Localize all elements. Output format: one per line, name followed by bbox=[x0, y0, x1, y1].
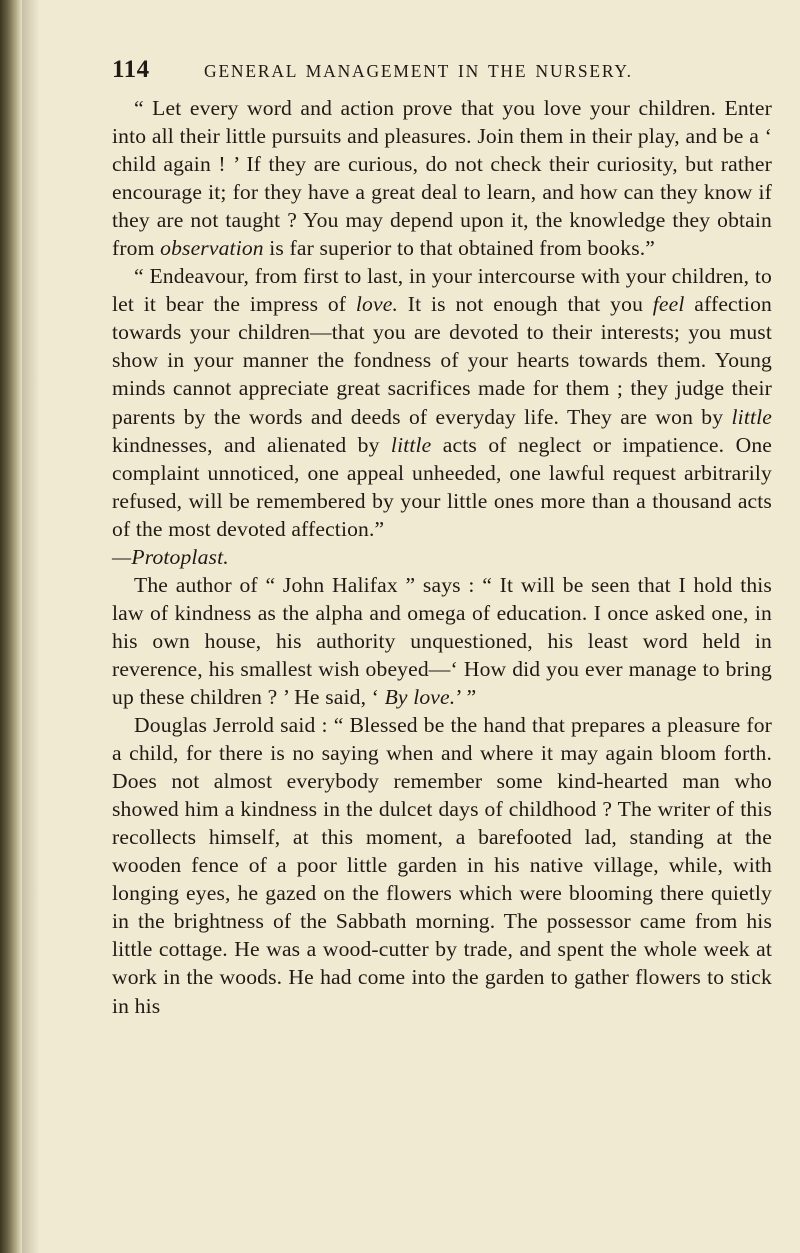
text-run: “ Endeavour, from first to last, in your intercourse with your children, to let it bear the impress of bbox=[112, 264, 772, 317]
text-run: kindnesses, and alienated by bbox=[112, 432, 391, 457]
text-run: The author of “ John Halifax ” says : “ It will be seen that I hold this law of kindness as the alpha and omega of education. I once asked one, in his own house, his authority unquestioned, his least word held in reverence, his smallest wish obeyed—‘ How did you ever manage to bring up these children ? ’ He said, ‘ bbox=[112, 572, 772, 709]
italic-text: little bbox=[390, 432, 432, 457]
text-run: ’ ” bbox=[455, 684, 477, 709]
text-run: affection towards your children—that you are devoted to their interests; you must show in your manner the fondness of your hearts towards them. Young minds cannot appreciate great sacrifices made for them ; they judge their parents by the words and deeds of everyday life. They are won by bbox=[112, 292, 772, 429]
text-run: is far superior to that obtained from books.” bbox=[263, 236, 656, 261]
attribution bbox=[112, 543, 772, 571]
paragraph bbox=[112, 262, 772, 542]
italic-text: feel bbox=[652, 292, 685, 317]
italic-text: observation bbox=[160, 236, 264, 261]
text-run: It is not enough that you bbox=[398, 292, 653, 317]
italic-text: love. bbox=[355, 292, 399, 317]
paragraph bbox=[112, 571, 772, 711]
text-run: acts of neglect or impatience. One complaint unnoticed, one appeal unheeded, one lawful request arbitrarily refused, will be remembered by your little ones more than a thousand acts of the most devoted affection.” bbox=[112, 432, 772, 541]
text-run: Douglas Jerrold said : “ Blessed be the hand that prepares a pleasure for a child, for there is no saying when and where it may again bloom forth. Does not almost everybody remember some kind-hearted man who showed him a kindness in the dulcet days of childhood ? The writer of this recollects himself, at this moment, a barefooted lad, standing at the wooden fence of a poor little garden in his native village, while, with longing eyes, he gazed on the flowers which were blooming there quietly in the brightness of the Sabbath morning. The possessor came from his little cottage. He was a wood-cutter by trade, and spent the whole week at work in the woods. He had come into the garden to gather flowers to stick in his bbox=[112, 713, 772, 1018]
page-gutter bbox=[0, 0, 22, 1253]
book-page bbox=[112, 56, 772, 1020]
paragraph bbox=[112, 711, 772, 1020]
text-run: “ Let every word and action prove that you love your children. Enter into all their little pursuits and pleasures. Join them in their play, and be a ‘ child again ! ’ If they are curious, do not check their curiosity, but rather encourage it; for they have a great deal to learn, and how can they know if they are not taught ? You may depend upon it, the knowledge they obtain from bbox=[112, 96, 772, 261]
italic-text: By love. bbox=[384, 684, 456, 709]
paragraph bbox=[112, 94, 772, 262]
page-number: 114 bbox=[112, 56, 150, 83]
italic-text: little bbox=[731, 404, 772, 429]
running-head: GENERAL MANAGEMENT IN THE NURSERY. bbox=[204, 61, 633, 81]
body-text bbox=[112, 94, 772, 1020]
page-header bbox=[112, 56, 772, 90]
italic-text: —Protoplast. bbox=[112, 544, 229, 569]
gutter-shadow bbox=[22, 0, 40, 1253]
